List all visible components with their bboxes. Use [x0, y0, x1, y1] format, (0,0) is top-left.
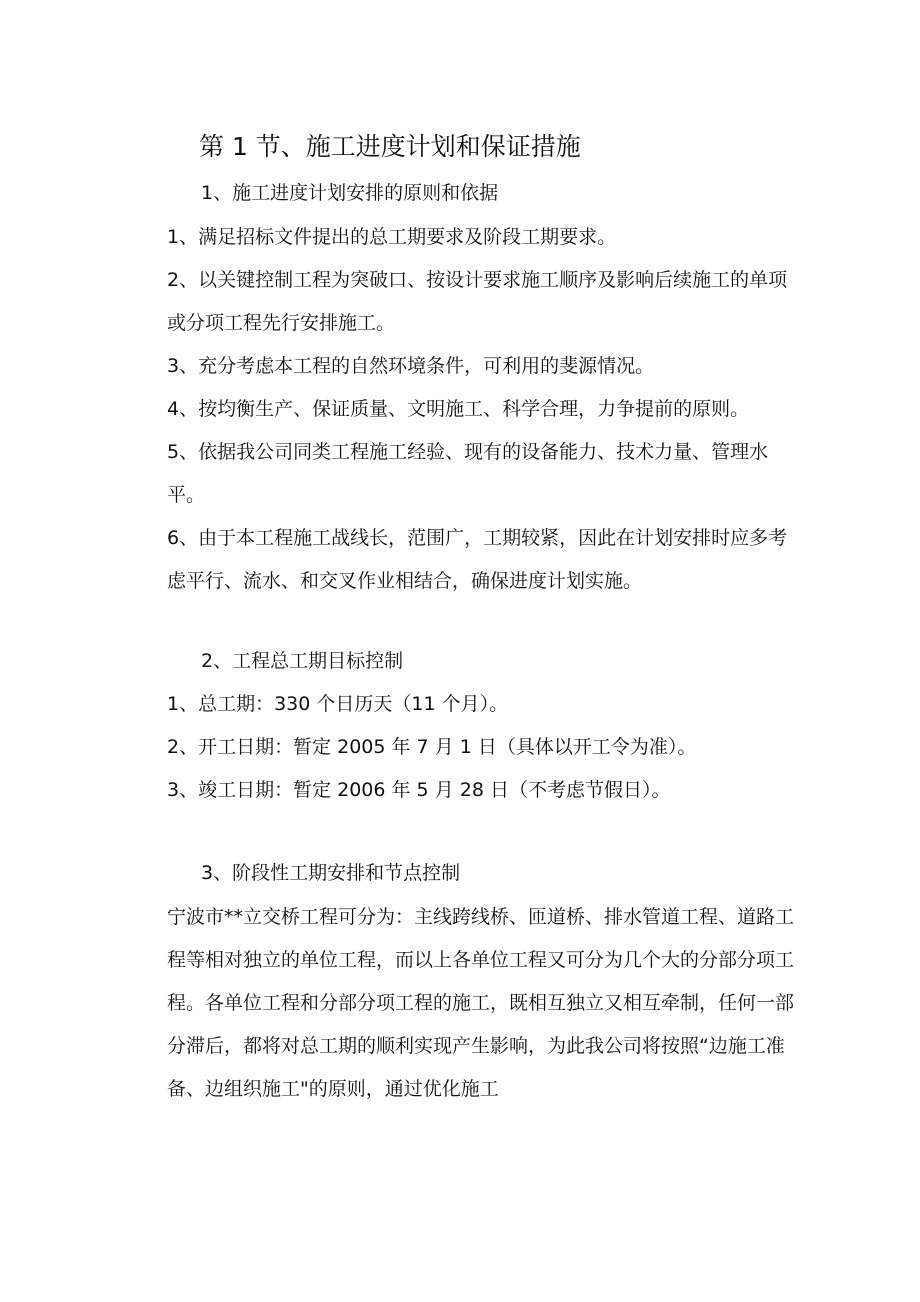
paragraph — [167, 388, 832, 431]
text-line: 5、依据我公司同类工程施工经验、现有的设备能力、技术力量、管理水 — [167, 441, 769, 463]
text-line: 3、充分考虑本工程的自然环境条件，可利用的斐源情况。 — [167, 355, 655, 377]
paragraph — [167, 896, 832, 1111]
text-line: 备、边组织施工"的原则，通过优化施工 — [167, 1078, 499, 1100]
text-line: 程。各单位工程和分部分项工程的施工，既相互独立又相互牵制，任何一部 — [167, 992, 795, 1014]
text-line: 6、由于本工程施工战线长，范围广，工期较紧，因此在计划安排时应多考 — [167, 527, 788, 549]
paragraph — [167, 345, 832, 388]
paragraph — [167, 683, 832, 726]
text-line: 4、按均衡生产、保证质量、文明施工、科学合理，力争提前的原则。 — [167, 398, 750, 420]
text-line: 或分项工程先行安排施工。 — [167, 312, 396, 334]
paragraph — [167, 769, 832, 812]
section-heading-3: 3、阶段性工期安排和节点控制 — [201, 862, 461, 884]
section-heading-1: 1、施工进度计划安排的原则和依据 — [201, 182, 499, 204]
text-line: 1、满足招标文件提出的总工期要求及阶段工期要求。 — [167, 226, 617, 248]
text-line: 2、以关键控制工程为突破口、按设计要求施工顺序及影响后续施工的单项 — [167, 269, 788, 291]
text-line: 虑平行、流水、和交叉作业相结合，确保进度计划实施。 — [167, 570, 643, 592]
section-heading-2: 2、工程总工期目标控制 — [201, 650, 404, 672]
text-line: 分滞后，都将对总工期的顺利实现产生影响，为此我公司将按照“边施工准 — [167, 1035, 785, 1057]
paragraph — [167, 726, 832, 769]
paragraph — [167, 517, 832, 603]
text-line: 2、开工日期：暂定 2005 年 7 月 1 日（具体以开工令为准）。 — [167, 736, 697, 758]
text-line: 程等相对独立的单位工程，而以上各单位工程又可分为几个大的分部分项工 — [167, 949, 795, 971]
paragraph — [167, 259, 832, 345]
text-line: 3、竣工日期：暂定 2006 年 5 月 28 日（不考虑节假日）。 — [167, 779, 671, 801]
paragraph — [167, 431, 832, 517]
section-title: 第 1 节、施工进度计划和保证措施 — [199, 132, 581, 161]
text-line: 宁波市**立交桥工程可分为：主线跨线桥、匝道桥、排水管道工程、道路工 — [167, 906, 795, 928]
text-line: 1、总工期：330 个日历天（11 个月）。 — [167, 693, 509, 715]
paragraph — [167, 216, 832, 259]
text-line: 平。 — [167, 484, 206, 506]
